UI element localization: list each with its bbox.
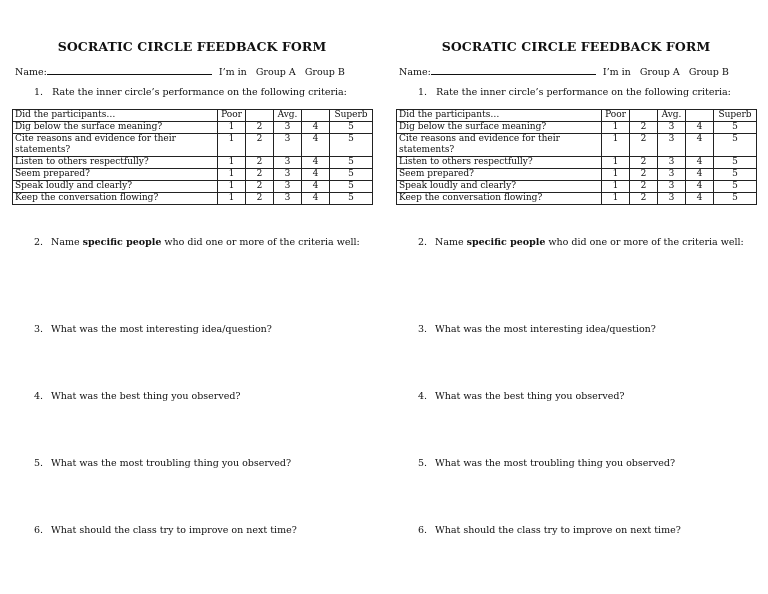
- score-2[interactable]: 2: [246, 181, 274, 193]
- name-blank[interactable]: [431, 65, 596, 75]
- score-3[interactable]: 3: [658, 122, 686, 134]
- criterion-label: Dig below the surface meaning?: [13, 122, 218, 134]
- table-row: [397, 134, 757, 157]
- score-3[interactable]: 3: [274, 157, 302, 169]
- table-row: [397, 181, 757, 193]
- question-4: [34, 391, 241, 402]
- question-text: What should the class try to improve on next time?: [51, 525, 297, 536]
- score-2[interactable]: 2: [630, 122, 658, 134]
- question-6: [34, 525, 297, 536]
- score-4[interactable]: 4: [302, 134, 330, 157]
- group-a-option[interactable]: Group A: [639, 67, 680, 78]
- im-in-label: I’m in: [602, 67, 631, 78]
- header-superb: Superb: [330, 110, 373, 122]
- table-row: [13, 134, 373, 157]
- header-poor: Poor: [218, 110, 246, 122]
- criteria-table: [396, 109, 757, 205]
- question-prefix: Name: [435, 237, 467, 248]
- score-3[interactable]: 3: [658, 134, 686, 157]
- header-criteria: Did the participants…: [13, 110, 218, 122]
- criterion-label: Dig below the surface meaning?: [397, 122, 602, 134]
- score-5[interactable]: 5: [330, 122, 373, 134]
- score-2[interactable]: 2: [630, 193, 658, 205]
- score-2[interactable]: 2: [246, 134, 274, 157]
- question-number: 2.: [418, 237, 428, 248]
- table-header-row: [397, 110, 757, 122]
- score-2[interactable]: 2: [246, 193, 274, 205]
- table-row: [13, 157, 373, 169]
- score-5[interactable]: 5: [330, 169, 373, 181]
- score-1[interactable]: 1: [218, 169, 246, 181]
- score-3[interactable]: 3: [658, 157, 686, 169]
- question-emphasis: specific people: [466, 237, 546, 248]
- score-4[interactable]: 4: [302, 181, 330, 193]
- score-5[interactable]: 5: [714, 157, 757, 169]
- table-row: [397, 157, 757, 169]
- score-1[interactable]: 1: [602, 181, 630, 193]
- header-poor: Poor: [602, 110, 630, 122]
- question-text: Rate the inner circle’s performance on the following criteria:: [436, 87, 731, 98]
- header-blank-4: [686, 110, 714, 122]
- criterion-label: Cite reasons and evidence for their statements?: [397, 134, 602, 157]
- question-suffix: who did one or more of the criteria well:: [161, 237, 360, 248]
- score-1[interactable]: 1: [218, 122, 246, 134]
- header-avg: Avg.: [274, 110, 302, 122]
- score-4[interactable]: 4: [686, 122, 714, 134]
- question-text: What was the best thing you observed?: [51, 391, 241, 402]
- question-3: [34, 324, 272, 335]
- question-number: 5.: [34, 458, 44, 469]
- question-text: What was the most troubling thing you observed?: [51, 458, 292, 469]
- im-in-label: I’m in: [218, 67, 247, 78]
- criterion-label: Speak loudly and clearly?: [397, 181, 602, 193]
- criterion-label: Seem prepared?: [397, 169, 602, 181]
- score-4[interactable]: 4: [686, 169, 714, 181]
- table-row: [13, 181, 373, 193]
- score-3[interactable]: 3: [274, 181, 302, 193]
- table-row: [397, 193, 757, 205]
- criterion-label: Listen to others respectfully?: [13, 157, 218, 169]
- question-1: [34, 87, 347, 98]
- score-5[interactable]: 5: [714, 134, 757, 157]
- criterion-label: Cite reasons and evidence for their statements?: [13, 134, 218, 157]
- question-number: 1.: [418, 87, 428, 98]
- score-1[interactable]: 1: [218, 181, 246, 193]
- score-5[interactable]: 5: [330, 181, 373, 193]
- question-text: What was the most troubling thing you observed?: [435, 458, 676, 469]
- score-2[interactable]: 2: [246, 169, 274, 181]
- form-title: SOCRATIC CIRCLE FEEDBACK FORM: [57, 39, 327, 54]
- score-1[interactable]: 1: [602, 134, 630, 157]
- score-1[interactable]: 1: [218, 157, 246, 169]
- table-header-row: [13, 110, 373, 122]
- header-blank-4: [302, 110, 330, 122]
- name-label: Name:: [15, 67, 47, 78]
- criterion-label: Seem prepared?: [13, 169, 218, 181]
- group-b-option[interactable]: Group B: [304, 67, 345, 78]
- score-1[interactable]: 1: [602, 157, 630, 169]
- criterion-label: Speak loudly and clearly?: [13, 181, 218, 193]
- question-suffix: who did one or more of the criteria well:: [545, 237, 744, 248]
- criterion-label: Keep the conversation flowing?: [13, 193, 218, 205]
- question-number: 4.: [418, 391, 428, 402]
- score-3[interactable]: 3: [274, 169, 302, 181]
- score-1[interactable]: 1: [602, 169, 630, 181]
- score-3[interactable]: 3: [274, 193, 302, 205]
- score-4[interactable]: 4: [686, 134, 714, 157]
- name-line: [15, 65, 345, 78]
- group-b-option[interactable]: Group B: [688, 67, 729, 78]
- score-1[interactable]: 1: [218, 134, 246, 157]
- question-number: 3.: [34, 324, 44, 335]
- score-4[interactable]: 4: [686, 193, 714, 205]
- score-5[interactable]: 5: [330, 134, 373, 157]
- criteria-table: [12, 109, 373, 205]
- score-5[interactable]: 5: [714, 122, 757, 134]
- question-text: What was the most interesting idea/question?: [435, 324, 656, 335]
- criterion-label: Listen to others respectfully?: [397, 157, 602, 169]
- header-criteria: Did the participants…: [397, 110, 602, 122]
- score-4[interactable]: 4: [302, 122, 330, 134]
- question-6: [418, 525, 681, 536]
- question-2: [34, 237, 360, 248]
- score-3[interactable]: 3: [274, 122, 302, 134]
- table-row: [397, 169, 757, 181]
- header-blank-2: [246, 110, 274, 122]
- question-text: Rate the inner circle’s performance on the following criteria:: [52, 87, 347, 98]
- score-1[interactable]: 1: [602, 193, 630, 205]
- header-avg: Avg.: [658, 110, 686, 122]
- score-2[interactable]: 2: [630, 157, 658, 169]
- table-row: [13, 169, 373, 181]
- table-row: [13, 193, 373, 205]
- score-2[interactable]: 2: [630, 181, 658, 193]
- question-number: 6.: [418, 525, 428, 536]
- question-number: 1.: [34, 87, 44, 98]
- table-row: [13, 122, 373, 134]
- table-row: [397, 122, 757, 134]
- score-3[interactable]: 3: [274, 134, 302, 157]
- score-2[interactable]: 2: [246, 122, 274, 134]
- question-number: 5.: [418, 458, 428, 469]
- score-2[interactable]: 2: [246, 157, 274, 169]
- score-1[interactable]: 1: [218, 193, 246, 205]
- score-3[interactable]: 3: [658, 193, 686, 205]
- question-5: [34, 458, 291, 469]
- score-3[interactable]: 3: [658, 169, 686, 181]
- question-text: What should the class try to improve on next time?: [435, 525, 681, 536]
- question-number: 2.: [34, 237, 44, 248]
- name-blank[interactable]: [47, 65, 212, 75]
- score-2[interactable]: 2: [630, 134, 658, 157]
- score-4[interactable]: 4: [302, 157, 330, 169]
- question-emphasis: specific people: [82, 237, 162, 248]
- score-5[interactable]: 5: [330, 193, 373, 205]
- question-text: What was the best thing you observed?: [435, 391, 625, 402]
- score-4[interactable]: 4: [302, 193, 330, 205]
- name-line: [399, 65, 729, 78]
- header-superb: Superb: [714, 110, 757, 122]
- score-3[interactable]: 3: [658, 181, 686, 193]
- group-a-option[interactable]: Group A: [255, 67, 296, 78]
- score-2[interactable]: 2: [630, 169, 658, 181]
- question-number: 6.: [34, 525, 44, 536]
- criterion-label: Keep the conversation flowing?: [397, 193, 602, 205]
- question-2: [418, 237, 744, 248]
- question-number: 3.: [418, 324, 428, 335]
- question-3: [418, 324, 656, 335]
- score-5[interactable]: 5: [714, 181, 757, 193]
- question-5: [418, 458, 675, 469]
- question-1: [418, 87, 731, 98]
- question-prefix: Name: [51, 237, 83, 248]
- question-text: What was the most interesting idea/question?: [51, 324, 272, 335]
- score-4[interactable]: 4: [686, 157, 714, 169]
- score-5[interactable]: 5: [714, 169, 757, 181]
- header-blank-2: [630, 110, 658, 122]
- name-label: Name:: [399, 67, 431, 78]
- score-4[interactable]: 4: [686, 181, 714, 193]
- score-5[interactable]: 5: [714, 193, 757, 205]
- score-1[interactable]: 1: [602, 122, 630, 134]
- score-4[interactable]: 4: [302, 169, 330, 181]
- question-number: 4.: [34, 391, 44, 402]
- question-4: [418, 391, 625, 402]
- form-title: SOCRATIC CIRCLE FEEDBACK FORM: [441, 39, 711, 54]
- score-5[interactable]: 5: [330, 157, 373, 169]
